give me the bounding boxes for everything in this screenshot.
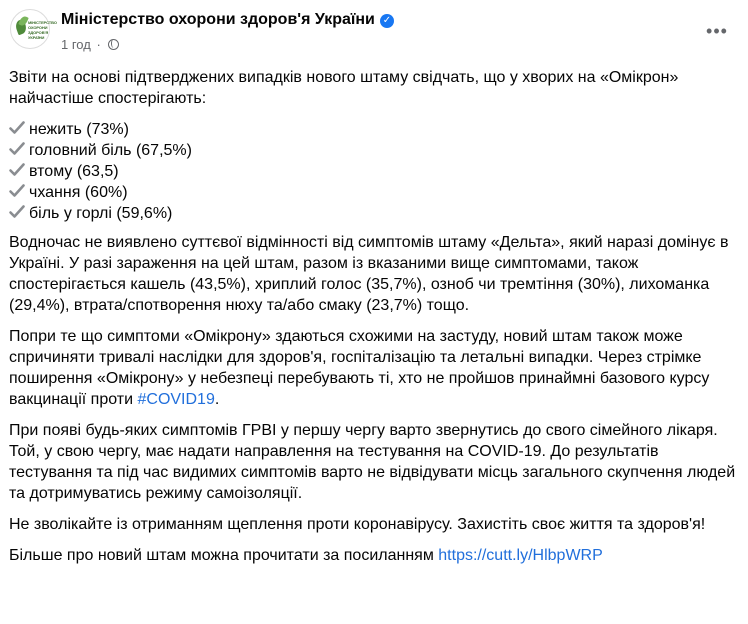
delta-paragraph: Водночас не виявлено суттєвої відмінності від симптомів штаму «Дельта», який наразі домінує в Україні. У разі зараження на цей штам, разом із вказаними вище симптомами, також спостерігається кашель (43,5%), хриплий голос (35,7%), озноб чи тремтіння (30%), лихоманка (29,4%), втрата/спотворення нюху та/або смаку (23,7%) тощо. xyxy=(9,234,729,314)
check-mark-icon xyxy=(9,141,25,157)
symptom-text: втому (63,5) xyxy=(29,163,119,180)
check-mark-icon xyxy=(9,162,25,178)
meta-separator: · xyxy=(96,37,101,52)
more-options-icon[interactable]: ••• xyxy=(706,21,728,41)
list-item xyxy=(9,161,737,182)
check-mark-icon xyxy=(9,204,25,220)
symptom-text: нежить (73%) xyxy=(29,121,129,138)
page-name-text[interactable]: Міністерство охорони здоров'я України xyxy=(61,11,375,28)
omicron-risk-paragraph xyxy=(9,326,737,410)
post-content xyxy=(9,67,737,576)
symptom-text: головний біль (67,5%) xyxy=(29,142,192,159)
more-info-paragraph xyxy=(9,545,737,566)
doctor-advice-paragraph: При появі будь-яких симптомів ГРВІ у першу чергу варто звернутись до свого сімейного лікаря. Той, у свою чергу, має надати направлення на тестування на COVID-19. До результатів тестування та під час видимих симптомів варто не відвідувати місць загального скупчення людей та дотримуватись режиму самоізоляції. xyxy=(9,422,736,502)
list-item xyxy=(9,119,737,140)
symptom-text: чхання (60%) xyxy=(29,184,128,201)
check-mark-icon xyxy=(9,120,25,136)
intro-paragraph: Звіти на основі підтверджених випадків нового штаму свідчать, що у хворих на «Омікрон» найчастіше спостерігають: xyxy=(9,69,679,107)
external-link[interactable]: https://cutt.ly/HlbpWRP xyxy=(438,547,603,564)
omicron-risk-text: Попри те що симптоми «Омікрону» здаються схожими на застуду, новий штам також може спричиняти тривалі наслідки для здоров'я, госпіталізацію та летальні випадки. Через стрімке поширення «Омікрону» у небезпеці перебувають ті, хто не пройшов принаймні базового курсу вакцинації проти xyxy=(9,328,710,408)
page-avatar[interactable] xyxy=(10,9,57,49)
page-name[interactable] xyxy=(61,11,394,29)
vaccination-call-paragraph: Не зволікайте із отриманням щеплення проти коронавірусу. Захистіть своє життя та здоров'я! xyxy=(9,516,706,533)
list-item xyxy=(9,140,737,161)
post-time[interactable]: 1 год xyxy=(61,37,91,52)
check-mark-icon xyxy=(9,183,25,199)
globe-icon[interactable] xyxy=(108,39,119,50)
list-item xyxy=(9,203,737,224)
post-meta xyxy=(61,37,119,52)
verified-badge-icon: ✓ xyxy=(380,14,394,28)
list-item xyxy=(9,182,737,203)
avatar-logo-text: МІНІСТЕРСТВО ОХОРОНИ ЗДОРОВ'Я УКРАЇНИ xyxy=(28,20,57,40)
symptom-text: біль у горлі (59,6%) xyxy=(29,205,173,222)
post-header xyxy=(0,0,748,64)
more-info-text: Більше про новий штам можна прочитати за посиланням xyxy=(9,547,439,564)
symptom-list xyxy=(9,119,737,224)
paragraph-end: . xyxy=(214,391,220,408)
hashtag-link[interactable]: #COVID19 xyxy=(137,391,215,408)
